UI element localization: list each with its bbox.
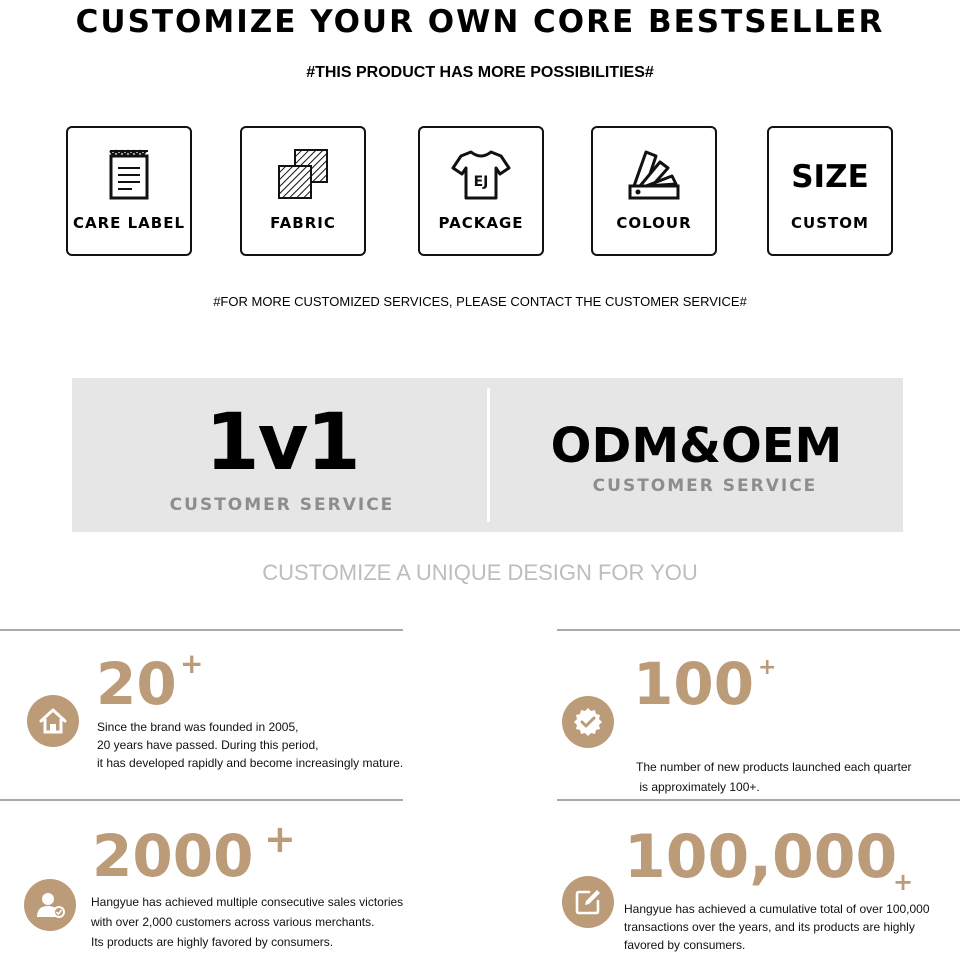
svg-text:EJ: EJ bbox=[473, 174, 489, 190]
stat-number: 100,000 bbox=[624, 822, 898, 892]
edit-icon bbox=[562, 876, 614, 928]
option-label: CUSTOM bbox=[791, 214, 869, 232]
option-label: CARE LABEL bbox=[72, 214, 186, 232]
option-label: PACKAGE bbox=[438, 214, 524, 232]
contact-note: #FOR MORE CUSTOMIZED SERVICES, PLEASE CONTACT THE CUSTOMER SERVICE# bbox=[213, 294, 747, 309]
stat-number: 100 bbox=[633, 650, 755, 718]
page-subtitle: #THIS PRODUCT HAS MORE POSSIBILITIES# bbox=[306, 64, 654, 81]
colour-swatch-icon bbox=[593, 148, 715, 202]
users-icon bbox=[24, 879, 76, 931]
one-on-one-heading: 1v1 bbox=[205, 398, 359, 488]
stat-plus: + bbox=[264, 817, 296, 861]
stat-description: Hangyue has achieved multiple consecutive sales victories with over 2,000 customers across various merchants. Its products are highly favored by consumers. bbox=[91, 895, 404, 949]
stat-description: The number of new products launched each quarter is approximately 100+. bbox=[636, 760, 912, 794]
stat-plus: + bbox=[180, 647, 204, 680]
option-care-label[interactable] bbox=[66, 126, 192, 256]
option-label: FABRIC bbox=[270, 214, 336, 232]
verified-badge-icon bbox=[562, 696, 614, 748]
divider-line bbox=[557, 629, 960, 631]
care-label-icon bbox=[68, 148, 190, 202]
option-fabric[interactable] bbox=[240, 126, 366, 256]
stat-plus: + bbox=[893, 868, 914, 896]
one-on-one-subtitle: CUSTOMER SERVICE bbox=[169, 495, 395, 515]
odm-oem-heading: ODM&OEM bbox=[550, 418, 843, 474]
divider-line bbox=[0, 629, 403, 631]
stat-description: Since the brand was founded in 2005, 20 years have passed. During this period, it has developed rapidly and become increasingly mature. bbox=[97, 720, 404, 770]
home-icon bbox=[27, 695, 79, 747]
stat-number: 20 bbox=[96, 650, 177, 718]
page-title: CUSTOMIZE YOUR OWN CORE BESTSELLER bbox=[75, 4, 885, 40]
option-colour[interactable] bbox=[591, 126, 717, 256]
tagline: CUSTOMIZE A UNIQUE DESIGN FOR YOU bbox=[262, 560, 698, 585]
size-icon: SIZE bbox=[791, 159, 869, 195]
divider-line bbox=[0, 799, 403, 801]
option-label: COLOUR bbox=[616, 214, 692, 232]
stat-description: Hangyue has achieved a cumulative total of over 100,000 transactions over the years, and its products are highly favored by consumers. bbox=[624, 902, 930, 952]
option-custom-size[interactable] bbox=[767, 126, 893, 256]
stat-number: 2000 bbox=[92, 822, 254, 890]
stat-plus: + bbox=[758, 655, 777, 680]
odm-oem-subtitle: CUSTOMER SERVICE bbox=[592, 476, 818, 496]
tshirt-icon bbox=[420, 148, 542, 202]
option-package[interactable] bbox=[418, 126, 544, 256]
fabric-icon bbox=[242, 148, 364, 202]
